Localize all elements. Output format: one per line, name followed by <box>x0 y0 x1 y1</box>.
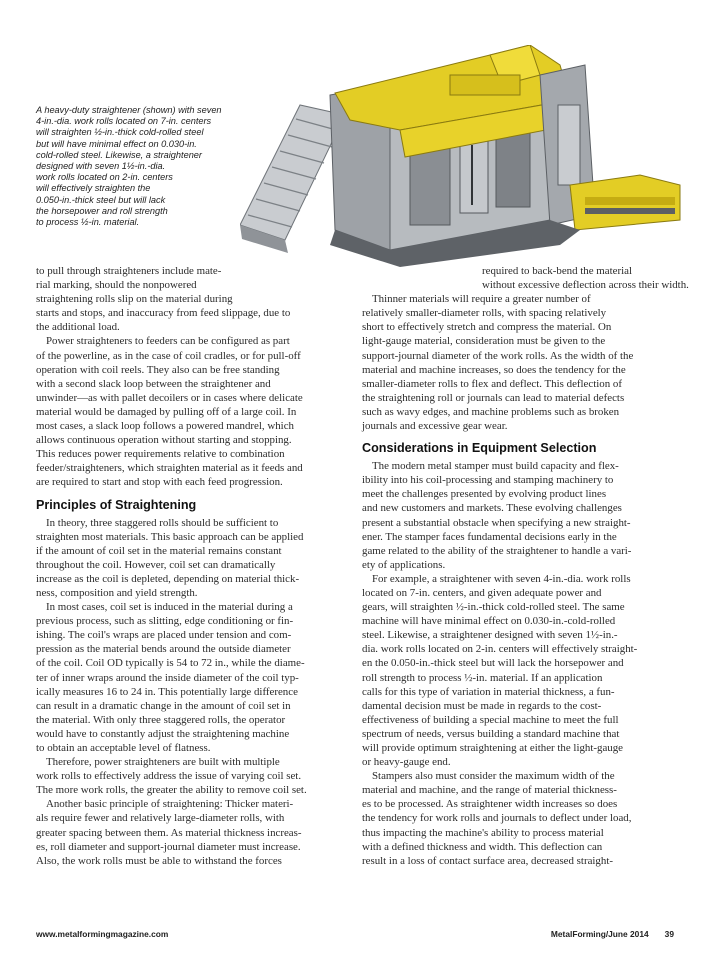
text-line: The more work rolls, the greater the ability to remove coil set. <box>36 784 307 797</box>
paragraph <box>36 755 351 797</box>
text-line: operation with coil reels. They also can be free standing <box>36 363 280 376</box>
paragraph <box>362 264 689 292</box>
text-line: if the amount of coil set in the material remains constant <box>36 544 282 557</box>
text-line: calls for this type of variation in material thickness, a fun- <box>362 685 615 698</box>
text-line: relatively smaller-diameter rolls, with spacing relatively <box>362 307 607 320</box>
text-line: ically measures 16 to 24 in. This potentially large difference <box>36 685 298 698</box>
caption-line: 4-in.-dia. work rolls located on 7-in. centers <box>36 116 212 127</box>
text-line: previous process, such as slitting, edge conditioning or fin- <box>36 615 294 628</box>
caption-line: designed with seven 1½-in.-dia. <box>36 161 166 172</box>
text-line: straightening rolls slip on the material during <box>36 293 233 306</box>
text-line: straighten most materials. This basic approach can be applied <box>36 530 304 543</box>
text-line: gears, will straighten ½-in.-thick cold-rolled steel. The same <box>362 601 625 614</box>
text-line: result in a loss of contact surface area, decreased straight- <box>362 854 613 867</box>
text-line: ness, composition and yield strength. <box>36 586 198 599</box>
text-line: material would be damaged by pulling off of a large coil. In <box>36 405 297 418</box>
paragraph <box>362 459 672 572</box>
text-line: or heavy-gauge end. <box>362 756 451 769</box>
text-line: game related to the ability of the straightener to handle a vari- <box>362 544 632 557</box>
text-line: of the coil. Coil OD typically is 54 to 72 in., while the diame- <box>36 657 305 670</box>
text-line: support-journal diameter of the work rolls. As the width of the <box>362 349 634 362</box>
text-line: the straightening roll or journals can lead to material defects <box>362 391 625 404</box>
text-line: ety of applications. <box>362 558 446 571</box>
text-line: the material. With only three staggered rolls, the operator <box>36 713 286 726</box>
text-line: most cases, a slack loop follows a powered mandrel, which <box>36 420 294 433</box>
text-line: als require fewer and relatively large-diameter rolls, with <box>36 812 285 825</box>
text-line: dia. work rolls located on 2-in. centers will effectively straight- <box>362 643 638 656</box>
text-line: material and machine, and the range of material thickness- <box>362 784 617 797</box>
text-line: Another basic principle of straightening: Thicker materi- <box>46 798 294 811</box>
left-column <box>36 264 351 868</box>
text-line: greater spacing between them. As material thickness increas- <box>36 826 302 839</box>
text-line: located on 7-in. centers, and given adequate power and <box>362 586 602 599</box>
text-line: short to effectively stretch and compress the material. On <box>362 321 612 334</box>
straightener-machine-photo <box>240 45 684 270</box>
caption-line: to process ½-in. material. <box>36 217 140 228</box>
caption-line: 0.050-in.-thick steel but will lack <box>36 194 166 205</box>
text-line: light-gauge material, consideration must be given to the <box>362 335 606 348</box>
text-line: For example, a straightener with seven 4-in.-dia. work rolls <box>372 572 631 585</box>
text-line: will provide optimum straightening at either the light-gauge <box>362 742 624 754</box>
paragraph <box>362 572 672 769</box>
issue-label: MetalForming/June 2014 <box>550 929 649 939</box>
text-line: machine will have minimal effect on 0.030-in.-cold-rolled <box>362 615 616 628</box>
text-line: spectrum of needs, versus building a standard machine that <box>362 727 620 740</box>
text-line: are required to start and stop with each feed progression. <box>36 476 283 489</box>
paragraph <box>362 292 672 433</box>
text-line: In theory, three staggered rolls should be sufficient to <box>46 516 279 529</box>
caption-line: A heavy-duty straightener (shown) with seven <box>36 105 222 115</box>
text-line: feeder/straighteners, which straighten material as it feeds and <box>36 462 303 475</box>
text-line: Therefore, power straighteners are built with multiple <box>46 756 280 769</box>
text-line: Power straighteners to feeders can be configured as part <box>46 335 290 348</box>
text-line: damental decision must be made in regards to the cost- <box>362 699 602 712</box>
text-line: es, roll diameter and support-journal diameter must increase. <box>36 840 301 853</box>
text-line: with a second slack loop between the straightener and <box>36 377 271 390</box>
machine-illustration-icon <box>240 45 684 270</box>
paragraph <box>362 769 672 868</box>
text-line: throughout the coil. However, coil set can dramatically <box>36 558 276 571</box>
text-line: In most cases, coil set is induced in the material during a <box>46 601 293 614</box>
paragraph <box>36 600 351 755</box>
text-line: and new customers and markets. These evolving challenges <box>362 502 622 515</box>
text-line: such as wavy edges, and machine problems such as broken <box>362 405 620 418</box>
text-line: ishing. The coil's wraps are placed under tension and com- <box>36 629 292 642</box>
footer-issue <box>551 929 674 939</box>
text-line: increase as the coil is depleted, depending on material thick- <box>36 572 300 585</box>
text-line: Thinner materials will require a greater number of <box>372 293 591 306</box>
text-line: allows continuous operation without starting and stopping. <box>36 434 292 447</box>
text-line: required to back-bend the material <box>482 265 632 277</box>
text-line: Stampers also must consider the maximum width of the <box>372 770 615 783</box>
caption-line: cold-rolled steel. Likewise, a straightener <box>36 149 202 160</box>
text-line: pression as the material bends around the outside diameter <box>36 643 291 656</box>
paragraph <box>36 264 351 334</box>
caption-line: the horsepower and roll strength <box>36 205 168 216</box>
paragraph <box>36 516 351 601</box>
text-line: en the 0.050-in.-thick steel but will lack the horsepower and <box>362 657 624 670</box>
caption-line: but will have minimal effect on 0.030-in. <box>36 138 197 149</box>
text-line: thus impacting the machine's ability to process material <box>362 826 604 839</box>
section-heading: Principles of Straightening <box>36 497 197 512</box>
text-line: meet the challenges presented by evolving product lines <box>362 488 607 501</box>
paragraph <box>36 797 351 867</box>
caption-line: work rolls located on 2-in. centers <box>36 172 173 183</box>
right-column <box>362 264 689 868</box>
text-line: es to be processed. As straightener width increases so does <box>362 798 618 811</box>
text-line: the tendency for work rolls and journals to deflect under load, <box>362 812 632 825</box>
photo-caption <box>36 105 256 228</box>
text-line: ener. The stamper faces fundamental decisions early in the <box>362 530 617 543</box>
text-line: material and machine increases, so does the tendency for the <box>362 363 626 376</box>
text-line: smaller-diameter rolls to flex and deflect. This deflection of <box>362 377 622 390</box>
text-line: roll strength to process ½-in. material. If an application <box>362 671 603 684</box>
text-line: unwinder—as with pallet decoilers or in cases where delicate <box>36 391 303 404</box>
text-line: with a defined thickness and width. This deflection can <box>362 840 603 853</box>
text-line: to pull through straighteners include mate- <box>36 265 222 277</box>
text-line: of the powerline, as in the case of coil cradles, or for pull-off <box>36 349 301 362</box>
text-line: would have to constantly adjust the straightening machine <box>36 727 290 740</box>
text-line: the additional load. <box>36 321 120 334</box>
text-line: starts and stops, and inaccuracy from feed slippage, due to <box>36 307 291 320</box>
page-number: 39 <box>664 929 674 939</box>
text-line: effectiveness of building a special machine to meet the full <box>362 713 619 726</box>
caption-line: will effectively straighten the <box>36 183 151 194</box>
text-line: present a substantial obstacle when specifying a new straight- <box>362 516 631 529</box>
text-line: Also, the work rolls must be able to withstand the forces <box>36 854 282 867</box>
section-heading: Considerations in Equipment Selection <box>362 441 597 456</box>
text-line: This reduces power requirements relative to combination <box>36 448 285 461</box>
text-line: steel. Likewise, a straightener designed with seven 1½-in.- <box>362 629 618 642</box>
text-line: without excessive deflection across their width. <box>482 279 689 292</box>
text-line: can result in a dramatic change in the amount of coil set in <box>36 699 291 712</box>
paragraph <box>36 334 351 489</box>
text-line: ter of inner wraps around the inside diameter of the coil typ- <box>36 671 299 684</box>
text-line: work rolls to effectively address the issue of varying coil set. <box>36 770 302 783</box>
text-line: The modern metal stamper must build capacity and flex- <box>372 460 619 473</box>
text-line: journals and excessive gear wear. <box>362 420 508 433</box>
text-line: to obtain an acceptable level of flatness. <box>36 742 211 754</box>
text-line: ibility into his coil-processing and stamping machinery to <box>362 474 614 487</box>
caption-line: will straighten ½-in.-thick cold-rolled steel <box>36 127 204 138</box>
text-line: rial marking, should the nonpowered <box>36 279 197 292</box>
footer-website[interactable]: www.metalformingmagazine.com <box>36 929 169 939</box>
